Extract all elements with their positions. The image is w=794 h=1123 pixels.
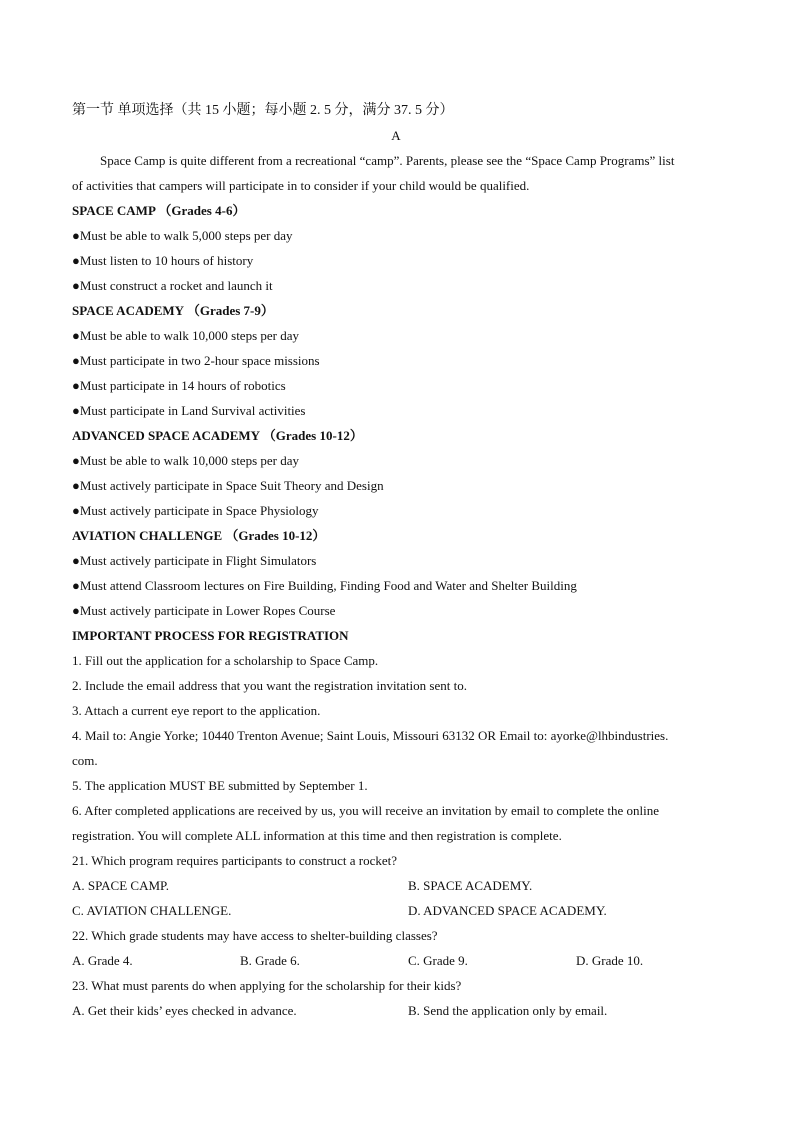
answer-option[interactable]: D. ADVANCED SPACE ACADEMY. (408, 903, 607, 918)
exam-page (72, 98, 720, 1023)
program-requirement: ●Must be able to walk 5,000 steps per day (72, 228, 293, 243)
answer-option[interactable]: B. Grade 6. (240, 953, 300, 968)
option-row (72, 873, 720, 898)
question-stem: 23. What must parents do when applying for the scholarship for their kids? (72, 978, 462, 993)
answer-option[interactable]: C. Grade 9. (408, 953, 468, 968)
program-requirement: ●Must be able to walk 10,000 steps per day (72, 328, 300, 343)
program-requirement: ●Must actively participate in Space Suit Theory and Design (72, 478, 384, 493)
registration-step: 5. The application MUST BE submitted by September 1. (72, 778, 368, 793)
program-advanced-space-academy (72, 423, 720, 523)
question-22 (72, 923, 720, 973)
question-23 (72, 973, 720, 1023)
intro-paragraph-line: Space Camp is quite different from a recreational “camp”. Parents, please see the “Space Camp Programs” list (100, 153, 675, 168)
program-requirement: ●Must participate in 14 hours of robotics (72, 378, 286, 393)
program-requirement: ●Must participate in two 2-hour space missions (72, 353, 320, 368)
answer-option[interactable]: A. Grade 4. (72, 953, 133, 968)
question-stem: 22. Which grade students may have access to shelter-building classes? (72, 928, 438, 943)
passage-letter: A (391, 128, 401, 143)
program-requirement: ●Must listen to 10 hours of history (72, 253, 254, 268)
answer-option[interactable]: A. SPACE CAMP. (72, 878, 170, 893)
option-row (72, 998, 720, 1023)
registration-heading: IMPORTANT PROCESS FOR REGISTRATION (72, 628, 349, 643)
program-heading: SPACE ACADEMY （Grades 7-9） (72, 303, 274, 318)
option-row (72, 898, 720, 923)
registration-step: 1. Fill out the application for a scholarship to Space Camp. (72, 653, 379, 668)
answer-option[interactable]: B. SPACE ACADEMY. (408, 878, 533, 893)
program-heading: SPACE CAMP （Grades 4-6） (72, 203, 246, 218)
registration-step: 3. Attach a current eye report to the application. (72, 703, 321, 718)
answer-option[interactable]: B. Send the application only by email. (408, 1003, 608, 1018)
program-space-academy (72, 298, 720, 423)
program-requirement: ●Must actively participate in Lower Ropes Course (72, 603, 336, 618)
program-requirement: ●Must participate in Land Survival activities (72, 403, 306, 418)
option-row (72, 948, 720, 973)
registration-step: 6. After completed applications are received by us, you will receive an invitation by email to complete the online (72, 803, 659, 818)
answer-option[interactable]: A. Get their kids’ eyes checked in advance. (72, 1003, 297, 1018)
registration-step: 2. Include the email address that you want the registration invitation sent to. (72, 678, 467, 693)
registration-process (72, 623, 720, 848)
registration-step: com. (72, 753, 98, 768)
program-requirement: ●Must construct a rocket and launch it (72, 278, 273, 293)
question-stem: 21. Which program requires participants to construct a rocket? (72, 853, 398, 868)
program-heading: ADVANCED SPACE ACADEMY （Grades 10-12） (72, 428, 363, 443)
program-requirement: ●Must attend Classroom lectures on Fire Building, Finding Food and Water and Shelter Building (72, 578, 577, 593)
program-requirement: ●Must actively participate in Space Physiology (72, 503, 319, 518)
section-title: 第一节 单项选择（共 15 小题；每小题 2. 5 分，满分 37. 5 分） (72, 103, 454, 118)
answer-option[interactable]: D. Grade 10. (576, 953, 644, 968)
program-heading: AVIATION CHALLENGE （Grades 10-12） (72, 528, 326, 543)
question-21 (72, 848, 720, 923)
registration-step: 4. Mail to: Angie Yorke; 10440 Trenton Avenue; Saint Louis, Missouri 63132 OR Email to: ayorke@lhbindustries. (72, 728, 669, 743)
program-aviation-challenge (72, 523, 720, 623)
intro-paragraph-line: of activities that campers will participate in to consider if your child would be qualified. (72, 178, 530, 193)
program-space-camp (72, 198, 720, 298)
program-requirement: ●Must actively participate in Flight Simulators (72, 553, 317, 568)
answer-option[interactable]: C. AVIATION CHALLENGE. (72, 903, 232, 918)
registration-step: registration. You will complete ALL information at this time and then registration is complete. (72, 828, 562, 843)
program-requirement: ●Must be able to walk 10,000 steps per day (72, 453, 300, 468)
